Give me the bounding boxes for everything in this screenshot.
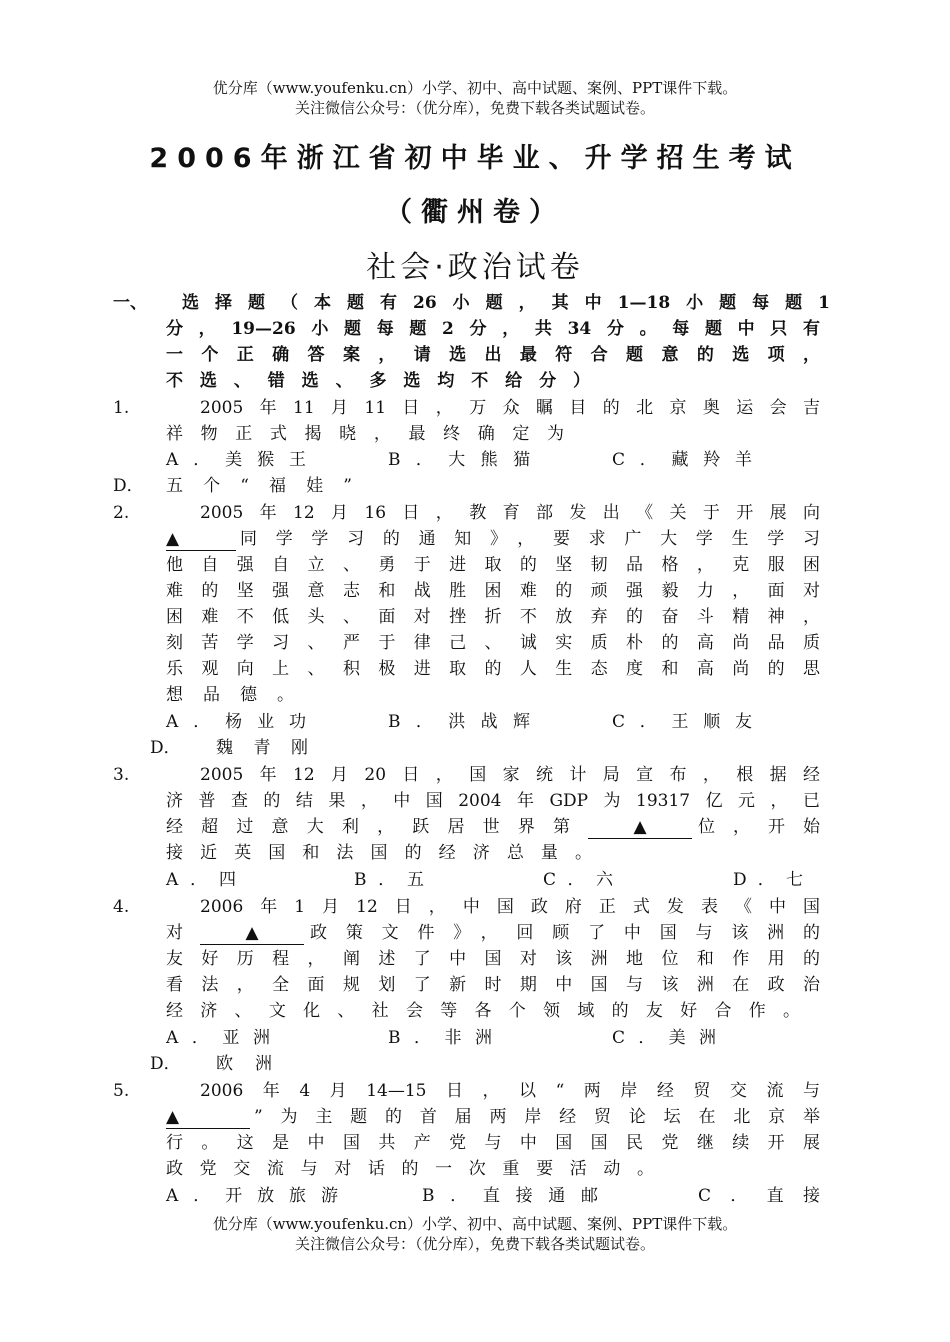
question-1-number: 1. <box>113 398 130 418</box>
question-2-line-7: 乐观向上、积极进取的人生态度和高尚的思 <box>166 659 820 679</box>
header-line-1: 优分库（www.youfenku.cn）小学、初中、高中试题、案例、PPT课件下载。 <box>212 79 738 97</box>
question-3-line-1: 2005年12月20日，国家统计局宣布，根据经 <box>200 765 820 785</box>
question-1-option-d: 五个“福娃” <box>166 476 352 496</box>
question-5-line-4: 政党交流与对话的一次重要活动。 <box>166 1159 654 1179</box>
question-1-option-a: A．美猴王 <box>166 450 306 470</box>
question-1-line-2: 祥物正式揭晓，最终确定为 <box>166 424 564 444</box>
question-5-number: 5. <box>113 1081 130 1101</box>
page-title: 2006年浙江省初中毕业、升学招生考试（衢州卷） <box>149 143 801 228</box>
question-4-option-d-label: D． <box>150 1054 181 1074</box>
question-4-option-c: C．美洲 <box>612 1028 716 1048</box>
question-2-line-4: 难的坚强意志和战胜困难的顽强毅力，面对 <box>166 581 820 601</box>
question-5-line-1: 2006年4月14—15日，以“两岸经贸交流与 <box>200 1081 820 1101</box>
question-4-line-5: 经济、文化、社会等各个领域的友好合作。 <box>166 1001 800 1021</box>
section-instruction-line-2: 分，19—26小题每题2分，共34分。每题中只有 <box>166 319 820 339</box>
question-2-answer-blank: ▲ <box>166 526 236 552</box>
question-4-option-b: B．非洲 <box>388 1028 492 1048</box>
question-2-option-c: C．王顺友 <box>612 712 752 732</box>
question-4-line-1: 2006年1月12日，中国政府正式发表《中国 <box>200 897 820 917</box>
question-5-option-a: A．开放旅游 <box>166 1186 338 1206</box>
footer-line-2: 关注微信公众号：（优分库），免费下载各类试题试卷。 <box>294 1235 655 1253</box>
question-3-option-c: C．六 <box>543 870 613 890</box>
question-4-option-a: A．亚洲 <box>166 1028 270 1048</box>
footer-line-1: 优分库（www.youfenku.cn）小学、初中、高中试题、案例、PPT课件下载。 <box>212 1215 738 1233</box>
question-3-option-d: D．七 <box>733 870 803 890</box>
question-2-line-3: 他自强自立、勇于进取的坚韧品格，克服困 <box>166 555 820 575</box>
question-2-line-8: 想品德。 <box>166 685 294 705</box>
section-instruction-line-3: 一个正确答案，请选出最符合题意的选项， <box>166 345 820 365</box>
question-2-option-b: B．洪战辉 <box>388 712 530 732</box>
question-2-option-d-label: D． <box>150 738 181 758</box>
question-1-option-d-label: D． <box>113 476 144 496</box>
question-5-option-c: C．直接 <box>698 1186 820 1206</box>
question-2-option-d: 魏青刚 <box>216 738 308 758</box>
question-4-line-3: 友好历程，阐述了中国对该洲地位和作用的 <box>166 949 820 969</box>
paper-subtitle: 社会·政治试卷 <box>366 250 584 285</box>
section-instruction-line-4: 不选、错选、多选均不给分） <box>166 371 590 391</box>
section-number: 一、 <box>113 293 147 313</box>
question-1-line-1: 2005年11月11日，万众瞩目的北京奥运会吉 <box>200 398 820 418</box>
question-4-line-2a: 对 <box>166 923 183 943</box>
question-2-number: 2. <box>113 503 130 523</box>
question-3-line-2: 济普查的结果，中国2004年GDP为19317亿元，已 <box>166 791 820 811</box>
question-2-line-6: 刻苦学习、严于律己、诚实质朴的高尚品质 <box>166 633 820 653</box>
question-3-option-b: B．五 <box>354 870 424 890</box>
question-1-option-c: C．藏羚羊 <box>612 450 752 470</box>
question-3-number: 3. <box>113 765 130 785</box>
question-5-answer-blank: ▲ <box>166 1104 250 1130</box>
question-2-line-5: 困难不低头、面对挫折不放弃的奋斗精神， <box>166 607 820 627</box>
question-4-number: 4. <box>113 897 130 917</box>
question-3-option-a: A．四 <box>166 870 236 890</box>
question-5-line-3: 行。这是中国共产党与中国国民党继续开展 <box>166 1133 820 1153</box>
question-4-option-d: 欧洲 <box>216 1054 272 1074</box>
question-3-answer-blank: ▲ <box>588 814 692 840</box>
question-1-option-b: B．大熊猫 <box>388 450 530 470</box>
question-5-line-2: ”为主题的首届两岸经贸论坛在北京举 <box>254 1107 820 1127</box>
question-3-line-3b: 位，开始 <box>698 817 820 837</box>
section-instruction-line-1: 选择题（本题有26小题，其中1—18小题每题1 <box>182 293 830 313</box>
question-4-answer-blank: ▲ <box>200 920 304 946</box>
question-3-line-3a: 经超过意大利，跃居世界第 <box>166 817 570 837</box>
question-4-line-4: 看法，全面规划了新时期中国与该洲在政治 <box>166 975 820 995</box>
question-2-line-1: 2005年12月16日，教育部发出《关于开展向 <box>200 503 820 523</box>
question-4-line-2b: 政策文件》，回顾了中国与该洲的 <box>310 923 820 943</box>
question-3-line-4: 接近英国和法国的经济总量。 <box>166 843 592 863</box>
question-2-option-a: A．杨业功 <box>166 712 306 732</box>
question-5-option-b: B．直接通邮 <box>422 1186 598 1206</box>
question-2-line-2: 同学学习的通知》，要求广大学生学习 <box>240 529 820 549</box>
header-line-2: 关注微信公众号：（优分库），免费下载各类试题试卷。 <box>294 99 655 117</box>
